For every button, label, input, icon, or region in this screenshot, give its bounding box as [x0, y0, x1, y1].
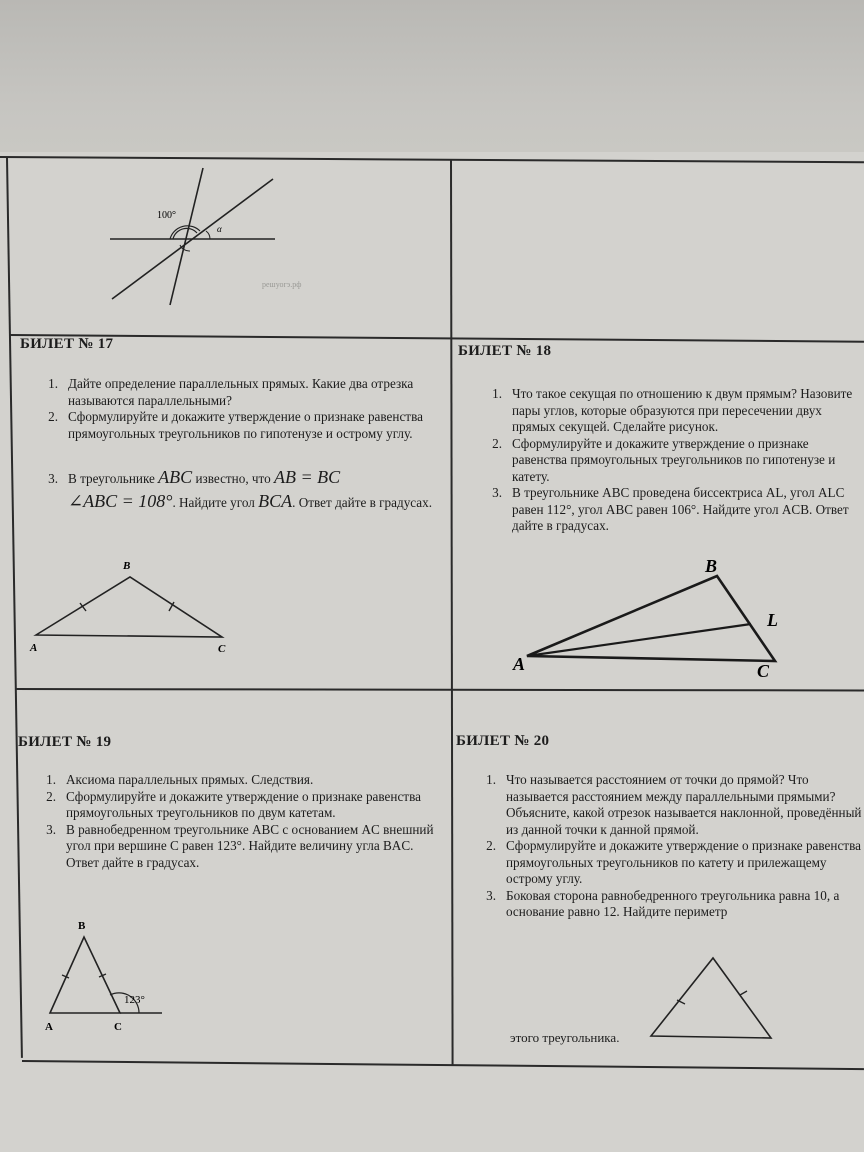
t17-vertex-a: A — [30, 642, 38, 654]
t20-q3-text: Боковая сторона равнобедренного треугольника равна 10, а основание равно 12. Найдите периметр — [506, 887, 840, 919]
question-number: 1. — [486, 772, 496, 787]
t17-q3 — [28, 466, 438, 514]
t20-q3-end-text: этого треугольника. — [510, 1030, 620, 1045]
question-item — [472, 386, 862, 436]
t17-q3-text-c: . Найдите угол — [172, 495, 255, 510]
question-item — [472, 485, 862, 535]
t18-vertex-a: A — [513, 654, 526, 674]
question-number: 1. — [48, 376, 58, 391]
background-top — [0, 0, 864, 150]
question-item — [26, 772, 436, 789]
t17-q3-text-d: . Ответ дайте в градусах. — [292, 495, 433, 510]
question-number: 1. — [492, 386, 502, 401]
t17-vertex-c: C — [218, 643, 226, 655]
question-item — [466, 772, 862, 838]
question-item — [466, 888, 862, 921]
question-number: 2. — [46, 788, 56, 804]
question-number: 2. — [48, 409, 58, 424]
question-number: 3. — [46, 821, 56, 837]
angle-100-label: 100° — [157, 210, 176, 221]
t19-vertex-c: C — [114, 1021, 122, 1033]
question-item — [26, 789, 436, 822]
t18-q1-text: Что такое секущая по отношению к двум прямым? Назовите пары углов, которые образуются при пересечении двух прямых секущей. Сделайте рисунок. — [512, 386, 853, 434]
t18-vertex-b: B — [705, 558, 718, 576]
question-number: 2. — [492, 435, 502, 451]
t18-vertex-c: C — [757, 661, 770, 681]
question-item — [26, 822, 436, 872]
ticket-19-title: БИЛЕТ № 19 — [18, 734, 112, 750]
t17-triangle-figure — [26, 555, 246, 660]
t20-q1-text: Что называется расстоянием от точки до прямой? Что называется расстоянием между параллельными прямыми? Объясните, какой отрезок называется наклонной, проведённый из данной точки к данной прямой. — [506, 772, 862, 837]
question-number: 3. — [492, 485, 502, 500]
t17-q3-abc: ABC — [158, 467, 193, 487]
ticket-20-questions — [466, 772, 862, 921]
t19-vertex-b: B — [78, 920, 86, 932]
t19-q2-text: Сформулируйте и докажите утверждение о признаке равенства прямоугольных треугольников по двум катетам. — [66, 788, 421, 820]
t17-q3-bca: BCA — [258, 491, 293, 511]
t17-q3-text-b: известно, что — [195, 471, 271, 486]
watermark-top: решуогэ.рф — [262, 280, 302, 289]
t19-q1-text: Аксиома параллельных прямых. Следствия. — [66, 772, 314, 787]
t17-q2-text: Сформулируйте и докажите утверждение о признаке равенства прямоугольных треугольников по гипотенузе и острому углу. — [68, 409, 423, 441]
t17-q3-text-a: В треугольнике — [68, 471, 155, 486]
question-item — [28, 409, 428, 442]
t20-q2-text: Сформулируйте и докажите утверждение о признаке равенства прямоугольных треугольников по катету и прилежащему острому углу. — [506, 838, 861, 886]
question-item — [472, 436, 862, 486]
question-item — [466, 838, 862, 888]
t19-angle-label: 123° — [124, 994, 145, 1006]
t19-vertex-a: A — [45, 1021, 53, 1033]
ticket-17-title: БИЛЕТ № 17 — [20, 336, 114, 352]
question-number: 3. — [48, 471, 58, 486]
t18-q2-text: Сформулируйте и докажите утверждение о признаке равенства прямоугольных треугольников по гипотенузе и катету. — [512, 435, 836, 484]
question-number: 2. — [486, 838, 496, 853]
t17-q3-equation: AB = BC — [274, 467, 341, 487]
ticket-18-title: БИЛЕТ № 18 — [458, 343, 552, 359]
t17-vertex-b: B — [123, 560, 131, 572]
ticket-19-questions — [26, 772, 436, 871]
t19-q3-text: В равнобедренном треугольнике ABC с основанием AC внешний угол при вершине C равен 123°. Найдите величину угла BAC. Ответ дайте в градусах. — [66, 821, 434, 870]
t19-triangle-figure — [38, 915, 178, 1040]
question-number: 3. — [486, 887, 496, 903]
t20-triangle-figure — [645, 952, 785, 1042]
t17-q3-angle: ∠ABC = 108° — [68, 491, 173, 511]
alpha-label: α — [217, 224, 222, 234]
question-item — [28, 376, 428, 409]
question-number: 1. — [46, 772, 56, 787]
ticket-18-questions — [472, 386, 862, 535]
t17-q1-text: Дайте определение параллельных прямых. Какие два отрезка называются параллельными? — [68, 376, 414, 408]
t18-triangle-figure — [505, 558, 805, 683]
t18-q3-text: В треугольнике ABC проведена биссектриса AL, угол ALC равен 112°, угол ABC равен 106°. Найдите угол ACB. Ответ дайте в градусах. — [512, 485, 849, 533]
ticket-17-questions — [28, 376, 428, 442]
t18-vertex-l: L — [767, 610, 778, 630]
ticket-20-title: БИЛЕТ № 20 — [456, 733, 550, 749]
parallel-lines-figure — [100, 165, 350, 315]
